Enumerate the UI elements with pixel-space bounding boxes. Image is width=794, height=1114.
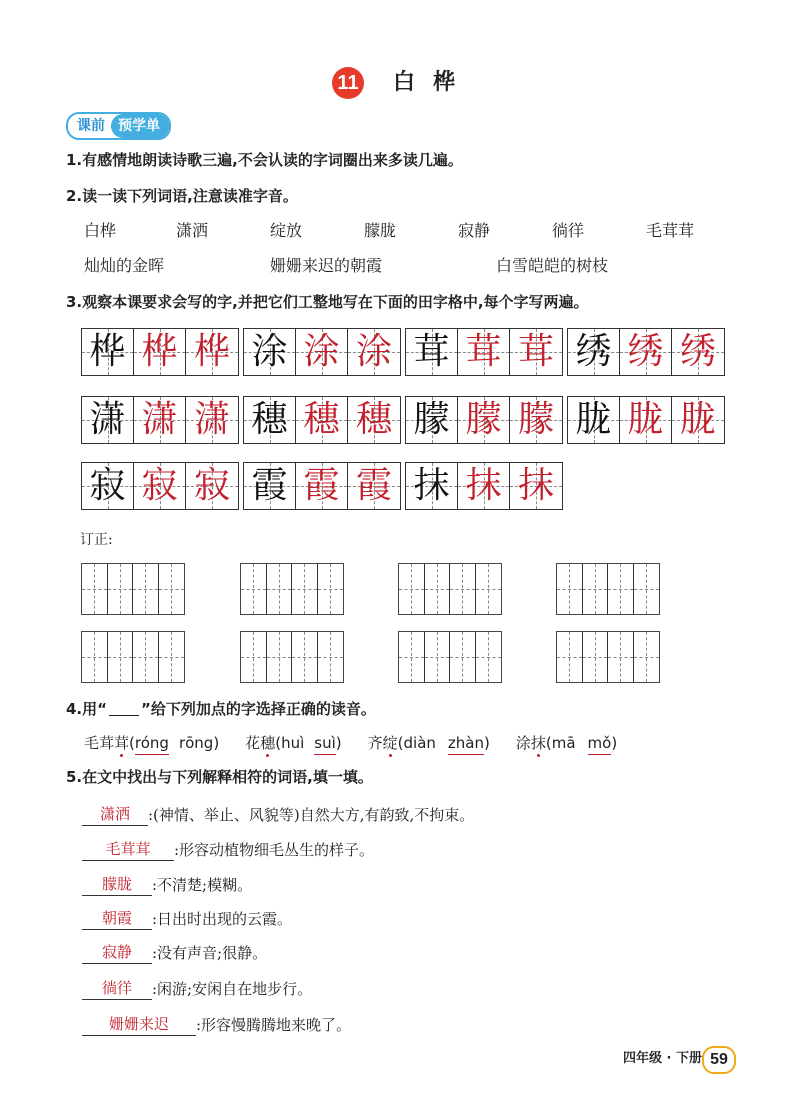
written-char: 霞 <box>355 465 392 506</box>
question-4-prefix: 4.用“ <box>66 700 107 718</box>
tianzige-group <box>405 328 563 376</box>
question-4-suffix: ”给下列加点的字选择正确的读音。 <box>141 700 376 718</box>
tianzige-group <box>243 462 401 510</box>
fill-item <box>82 838 374 861</box>
tianzige-group <box>243 328 401 376</box>
dotted-char: 绽 <box>382 734 398 752</box>
written-char: 潇 <box>141 399 178 440</box>
paren-open: ( <box>545 734 552 752</box>
tianzige-group <box>81 396 239 444</box>
lesson-title: 白桦 <box>393 70 474 95</box>
written-char: 胧 <box>679 399 716 440</box>
section-tag <box>66 112 171 140</box>
word-item: 徜徉 <box>552 221 585 240</box>
fill-answer[interactable]: 徜徉 <box>82 977 152 1000</box>
tianzige-group <box>567 396 725 444</box>
pinyin-option: diàn <box>403 734 436 752</box>
tianzige-group <box>405 396 563 444</box>
section-tag-right: 预学单 <box>111 114 169 138</box>
model-char: 朦 <box>413 399 450 440</box>
model-char: 涂 <box>251 331 288 372</box>
fill-answer[interactable]: 姗姗来迟 <box>82 1013 196 1036</box>
model-char: 寂 <box>89 465 126 506</box>
written-char: 朦 <box>517 399 554 440</box>
fill-item <box>82 941 267 964</box>
paren-open: ( <box>129 734 135 752</box>
pinyin-word: 涂抹 <box>515 734 546 752</box>
fill-definition: :闲游;安闲自在地步行。 <box>152 980 313 998</box>
word-item: 潇洒 <box>176 221 209 240</box>
model-char: 抹 <box>413 465 450 506</box>
fill-answer[interactable]: 朦胧 <box>82 873 152 896</box>
pinyin-option: rōng <box>178 734 214 752</box>
fill-definition: :形容慢腾腾地来晚了。 <box>196 1016 352 1034</box>
fill-answer[interactable]: 寂静 <box>82 941 152 964</box>
word-item: 白桦 <box>84 221 117 240</box>
question-1: 1.有感情地朗读诗歌三遍,不会认读的字词圈出来多读几遍。 <box>66 151 463 169</box>
written-char: 潇 <box>193 399 230 440</box>
model-char: 霞 <box>251 465 288 506</box>
fill-item <box>82 803 474 826</box>
grade-label: 四年级 · 下册 <box>623 1051 702 1066</box>
fill-definition: :日出时出现的云霞。 <box>152 910 293 928</box>
written-char: 抹 <box>517 465 554 506</box>
dotted-char: 抹 <box>530 734 546 752</box>
pinyin-option: mā <box>551 734 576 752</box>
fill-item <box>82 873 252 896</box>
written-char: 穗 <box>355 399 392 440</box>
word-item: 灿灿的金晖 <box>84 256 165 275</box>
written-char: 绣 <box>679 331 716 372</box>
underline-sample <box>109 699 139 716</box>
model-char: 绣 <box>575 331 612 372</box>
model-char: 穗 <box>251 399 288 440</box>
written-char: 朦 <box>465 399 502 440</box>
fill-definition: :形容动植物细毛丛生的样子。 <box>174 841 375 859</box>
pinyin-option-correct: mǒ <box>588 732 612 755</box>
fill-answer[interactable]: 毛茸茸 <box>82 838 174 861</box>
paren-close: ) <box>483 734 490 752</box>
correction-label: 订正: <box>80 532 113 548</box>
word-item: 朦胧 <box>364 221 397 240</box>
word-item: 绽放 <box>270 221 303 240</box>
tianzige-group <box>81 328 239 376</box>
question-4 <box>66 699 376 719</box>
written-char: 桦 <box>141 331 178 372</box>
fill-item <box>82 1013 351 1036</box>
model-char: 胧 <box>575 399 612 440</box>
section-tag-left: 课前 <box>77 118 105 134</box>
written-char: 胧 <box>627 399 664 440</box>
fill-definition: :(神情、举止、风貌等)自然大方,有韵致,不拘束。 <box>148 806 475 824</box>
word-item: 白雪皑皑的树枝 <box>496 256 609 275</box>
written-char: 涂 <box>355 331 392 372</box>
fill-item <box>82 977 312 1000</box>
written-char: 抹 <box>465 465 502 506</box>
paren-close: ) <box>213 734 220 752</box>
lesson-number-badge: 11 <box>332 67 364 99</box>
written-char: 茸 <box>465 331 502 372</box>
tianzige-group <box>81 462 239 510</box>
word-item: 寂静 <box>458 221 491 240</box>
paren-open: ( <box>275 734 282 752</box>
pinyin-word: 齐绽 <box>367 734 398 752</box>
correction-grid[interactable] <box>556 631 660 683</box>
word-item: 姗姗来迟的朝霞 <box>270 256 383 275</box>
paren-close: ) <box>335 734 342 752</box>
tianzige-group <box>567 328 725 376</box>
written-char: 寂 <box>141 465 178 506</box>
written-char: 涂 <box>303 331 340 372</box>
paren-close: ) <box>611 734 618 752</box>
written-char: 寂 <box>193 465 230 506</box>
pinyin-option-correct: suì <box>314 732 336 755</box>
word-item: 毛茸茸 <box>646 221 695 240</box>
fill-definition: :没有声音;很静。 <box>152 944 268 962</box>
model-char: 茸 <box>413 331 450 372</box>
written-char: 穗 <box>303 399 340 440</box>
pinyin-option: huì <box>281 734 305 752</box>
question-3: 3.观察本课要求会写的字,并把它们工整地写在下面的田字格中,每个字写两遍。 <box>66 293 589 311</box>
question-5: 5.在文中找出与下列解释相符的词语,填一填。 <box>66 768 373 786</box>
dotted-char: 茸 <box>114 734 130 752</box>
written-char: 霞 <box>303 465 340 506</box>
pinyin-option-correct: zhàn <box>448 732 484 755</box>
correction-grid[interactable] <box>556 563 660 615</box>
fill-definition: :不清楚;模糊。 <box>152 876 253 894</box>
written-char: 桦 <box>193 331 230 372</box>
paren-open: ( <box>397 734 404 752</box>
tianzige-group <box>405 462 563 510</box>
written-char: 茸 <box>517 331 554 372</box>
pinyin-word: 毛茸茸 <box>84 734 130 752</box>
written-char: 绣 <box>627 331 664 372</box>
fill-item <box>82 907 292 930</box>
page-number: 59 <box>702 1046 736 1074</box>
question-2: 2.读一读下列词语,注意读准字音。 <box>66 187 298 205</box>
correction-grid[interactable] <box>240 563 344 615</box>
tianzige-group <box>243 396 401 444</box>
correction-grid[interactable] <box>240 631 344 683</box>
correction-grid[interactable] <box>81 631 185 683</box>
model-char: 桦 <box>89 331 126 372</box>
dotted-char: 穗 <box>260 734 276 752</box>
pinyin-word: 花穗 <box>245 734 276 752</box>
fill-answer[interactable]: 朝霞 <box>82 907 152 930</box>
correction-grid[interactable] <box>398 631 502 683</box>
correction-grid[interactable] <box>398 563 502 615</box>
fill-answer[interactable]: 潇洒 <box>82 803 148 826</box>
pinyin-option-correct: róng <box>135 732 169 755</box>
correction-grid[interactable] <box>81 563 185 615</box>
model-char: 潇 <box>89 399 126 440</box>
pinyin-row <box>84 732 617 755</box>
